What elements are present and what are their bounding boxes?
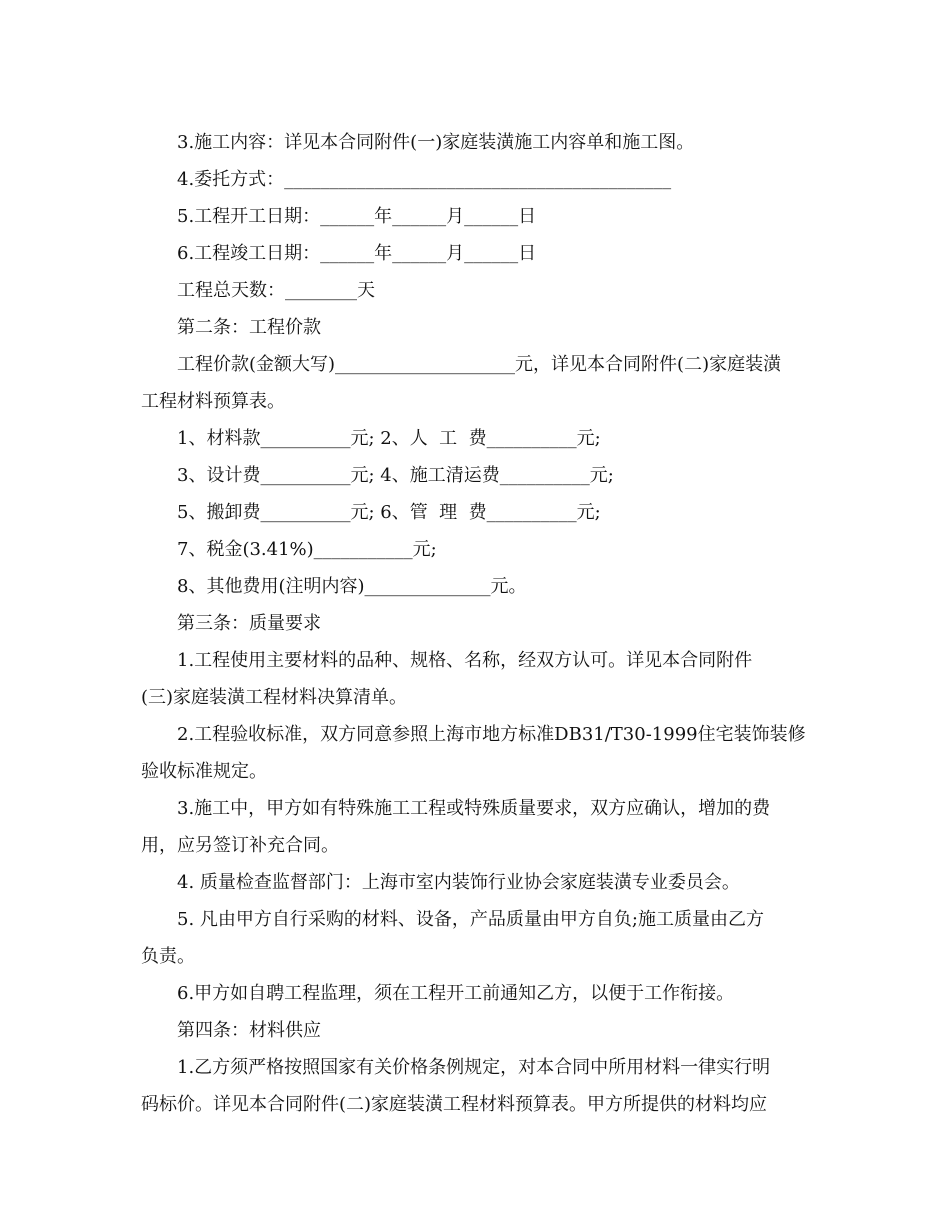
paragraph-quality-5-continued: 负责。 bbox=[141, 946, 195, 967]
paragraph-quality-2: 2.工程验收标准，双方同意参照上海市地方标准DB31/T30-1999住宅装饰装修 bbox=[177, 724, 806, 745]
document-body bbox=[141, 124, 821, 1123]
paragraph-quality-5: 5. 凡由甲方自行采购的材料、设备，产品质量由甲方自负;施工质量由乙方 bbox=[177, 909, 764, 930]
paragraph-materials-1-continued: 码标价。详见本合同附件(二)家庭装潢工程材料预算表。甲方所提供的材料均应 bbox=[141, 1094, 768, 1115]
paragraph-materials-1: 1.乙方须严格按照国家有关价格条例规定，对本合同中所用材料一律实行明 bbox=[177, 1057, 771, 1078]
fee-line-materials-labor: 1、材料款__________元; 2、人 工 费__________元; bbox=[177, 428, 601, 449]
paragraph-project-price: 工程价款(金额大写)____________________元，详见本合同附件(二)家庭装潢 bbox=[177, 354, 782, 375]
fee-line-other: 8、其他费用(注明内容)______________元。 bbox=[177, 576, 527, 597]
paragraph-construction-content: 3.施工内容：详见本合同附件(一)家庭装潢施工内容单和施工图。 bbox=[177, 132, 695, 153]
fee-line-design-cleanup: 3、设计费__________元; 4、施工清运费__________元; bbox=[177, 465, 614, 486]
paragraph-commission-method: 4.委托方式：___________________________________________ bbox=[177, 169, 672, 190]
section-heading-article-2: 第二条：工程价款 bbox=[177, 317, 321, 338]
paragraph-quality-4: 4. 质量检查监督部门：上海市室内装饰行业协会家庭装潢专业委员会。 bbox=[177, 872, 740, 893]
paragraph-quality-1: 1.工程使用主要材料的品种、规格、名称，经双方认可。详见本合同附件 bbox=[177, 650, 753, 671]
paragraph-quality-2-continued: 验收标准规定。 bbox=[141, 761, 267, 782]
fee-line-handling-management: 5、搬卸费__________元; 6、管 理 费__________元; bbox=[177, 502, 601, 523]
paragraph-quality-6: 6.甲方如自聘工程监理，须在工程开工前通知乙方，以便于工作衔接。 bbox=[177, 983, 735, 1004]
paragraph-completion-date: 6.工程竣工日期：______年______月______日 bbox=[177, 243, 537, 264]
paragraph-project-price-continued: 工程材料预算表。 bbox=[141, 391, 285, 412]
section-heading-article-3: 第三条：质量要求 bbox=[177, 613, 321, 634]
paragraph-quality-3-continued: 用，应另签订补充合同。 bbox=[141, 835, 339, 856]
paragraph-quality-3: 3.施工中，甲方如有特殊施工工程或特殊质量要求，双方应确认，增加的费 bbox=[177, 798, 771, 819]
fee-line-tax: 7、税金(3.41%)___________元; bbox=[177, 539, 437, 560]
section-heading-article-4: 第四条：材料供应 bbox=[177, 1020, 321, 1041]
paragraph-total-days: 工程总天数：________天 bbox=[177, 280, 375, 301]
paragraph-quality-1-continued: (三)家庭装潢工程材料决算清单。 bbox=[141, 687, 408, 708]
paragraph-start-date: 5.工程开工日期：______年______月______日 bbox=[177, 206, 537, 227]
